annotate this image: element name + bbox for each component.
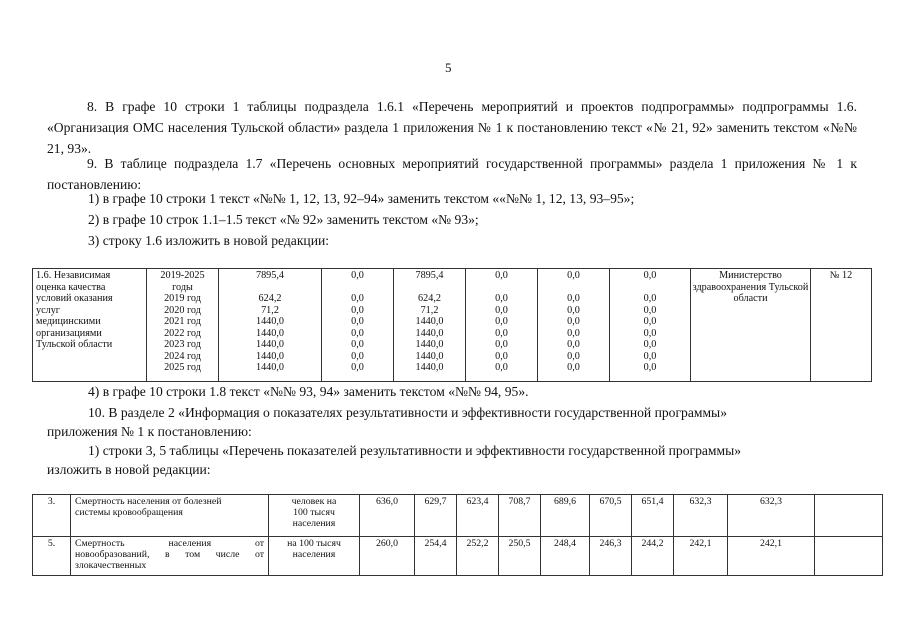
value-cell: 651,4 bbox=[632, 495, 674, 537]
cell-line: на 100 тысяч bbox=[287, 538, 341, 549]
tfoms-col bbox=[538, 269, 610, 382]
value-cell: 689,6 bbox=[541, 495, 590, 537]
cell-line: 0,0 bbox=[351, 339, 364, 350]
cell-line: годы bbox=[172, 281, 193, 293]
cell-line: 0,0 bbox=[643, 316, 657, 327]
cell-line: 0,0 bbox=[567, 339, 580, 350]
cell-line: системы кровообращения bbox=[75, 507, 183, 518]
cell-line: 2021 год bbox=[164, 316, 201, 327]
cell-line: 0,0 bbox=[495, 350, 508, 362]
cell-line: 0,0 bbox=[351, 327, 364, 339]
value-cell: 250,5 bbox=[499, 537, 541, 576]
cell-line: 1440,0 bbox=[415, 327, 444, 339]
item-10-1-line1: 1) строки 3, 5 таблицы «Перечень показателей результативности и эффективности государственной программы» bbox=[88, 443, 742, 458]
paragraph-10-line1: 10. В разделе 2 «Информация о показателях результативности и эффективности государственной программы» bbox=[88, 405, 727, 420]
cell-line: 0,0 bbox=[495, 270, 508, 281]
activity-name-cell bbox=[33, 269, 147, 382]
cell-line: 2023 год bbox=[164, 339, 201, 350]
cell-line: 0,0 bbox=[567, 316, 580, 327]
cell-line bbox=[466, 282, 537, 294]
cell-line: 0,0 bbox=[495, 339, 508, 350]
cell-line: 7895,4 bbox=[415, 270, 444, 281]
cell-line: услуг bbox=[36, 304, 60, 316]
value-cell: 246,3 bbox=[590, 537, 632, 576]
cell-line: Смертность населения от bbox=[75, 538, 264, 549]
cell-line: 2024 год bbox=[164, 350, 201, 362]
cell-line: 0,0 bbox=[643, 304, 657, 316]
value-cell: 244,2 bbox=[632, 537, 674, 576]
cell-line: 0,0 bbox=[643, 362, 657, 373]
cell-line: 0,0 bbox=[643, 270, 657, 281]
cell-line: 2020 год bbox=[164, 304, 201, 316]
federal-col bbox=[322, 269, 394, 382]
municipal-col bbox=[466, 269, 538, 382]
cell-line: населения bbox=[292, 518, 336, 529]
cell-line: 1440,0 bbox=[415, 350, 444, 362]
row-number: 5. bbox=[33, 537, 71, 576]
indicator-name bbox=[71, 537, 269, 576]
other-col bbox=[610, 269, 691, 382]
cell-line: 1440,0 bbox=[255, 316, 284, 327]
empty-cell bbox=[815, 495, 883, 537]
empty-cell bbox=[815, 537, 883, 576]
cell-line: 0,0 bbox=[495, 327, 508, 339]
cell-line: 0,0 bbox=[351, 293, 364, 304]
unit-cell bbox=[269, 537, 360, 576]
cell-line: 1440,0 bbox=[255, 339, 284, 350]
cell-line: медицинскими bbox=[36, 316, 101, 327]
cell-line: 0,0 bbox=[567, 327, 580, 339]
total-col bbox=[219, 269, 322, 382]
value-cell: 632,3 bbox=[674, 495, 728, 537]
indicators-table bbox=[32, 494, 883, 576]
cell-line: 624,2 bbox=[258, 293, 282, 304]
cell-line: 1440,0 bbox=[255, 327, 284, 339]
unit-cell bbox=[269, 495, 360, 537]
cell-line: 2019-2025 bbox=[160, 270, 205, 281]
value-cell: 260,0 bbox=[360, 537, 415, 576]
cell-line: условий оказания bbox=[36, 293, 113, 304]
cell-line: 2022 год bbox=[164, 327, 201, 339]
cell-line: 0,0 bbox=[351, 304, 364, 316]
cell-line: 71,2 bbox=[420, 304, 439, 316]
cell-line: 0,0 bbox=[643, 327, 657, 339]
cell-line bbox=[322, 282, 393, 294]
item-10-1-line2: изложить в новой редакции: bbox=[47, 462, 211, 477]
cell-line: 0,0 bbox=[351, 350, 364, 362]
cell-line: 0,0 bbox=[495, 304, 508, 316]
cell-line: 624,2 bbox=[418, 293, 441, 304]
value-cell: 252,2 bbox=[457, 537, 499, 576]
value-cell: 254,4 bbox=[415, 537, 457, 576]
paragraph-10-line2: приложения № 1 к постановлению: bbox=[47, 424, 252, 439]
value-cell: 629,7 bbox=[415, 495, 457, 537]
cell-line bbox=[610, 282, 690, 294]
cell-line: 7895,4 bbox=[255, 270, 284, 281]
cell-line: 1440,0 bbox=[415, 339, 444, 350]
cell-line: 1440,0 bbox=[255, 350, 284, 362]
value-cell: 708,7 bbox=[499, 495, 541, 537]
table-row bbox=[33, 269, 872, 382]
cell-line: 0,0 bbox=[351, 316, 364, 327]
cell-line bbox=[394, 282, 465, 294]
cell-line: 0,0 bbox=[567, 293, 580, 304]
cell-line: 0,0 bbox=[495, 316, 508, 327]
cell-line: 2019 год bbox=[164, 293, 201, 304]
paragraph-9: 9. В таблице подраздела 1.7 «Перечень основных мероприятий государственной программы» раздела 1 приложения № 1 к постановлению: bbox=[47, 156, 857, 192]
paragraph-8: 8. В графе 10 строки 1 таблицы подраздела 1.6.1 «Перечень мероприятий и проектов подпрограммы» подпрограммы 1.6. «Организация ОМС населения Тульской области» раздела 1 приложения № 1 к постановлению текст «№ 21, 92» заменить текстом «№№ 21, 93». bbox=[47, 99, 857, 156]
cell-line: 0,0 bbox=[567, 350, 580, 362]
cell-line: новообразований, в том числе от bbox=[75, 549, 264, 560]
value-cell: 636,0 bbox=[360, 495, 415, 537]
row-number: 3. bbox=[33, 495, 71, 537]
cell-line: 0,0 bbox=[567, 362, 580, 373]
executor-cell: Министерство здравоохранения Тульской области bbox=[691, 269, 811, 382]
table-row bbox=[33, 495, 883, 537]
cell-line: 100 тысяч bbox=[293, 507, 335, 518]
value-cell: 248,4 bbox=[541, 537, 590, 576]
cell-line: 0,0 bbox=[643, 350, 657, 362]
item-9-4: 4) в графе 10 строки 1.8 текст «№№ 93, 94» заменить текстом «№№ 94, 95». bbox=[88, 384, 529, 399]
cell-line: злокачественных bbox=[75, 560, 147, 571]
cell-line: 0,0 bbox=[643, 293, 657, 304]
cell-line: Тульской области bbox=[36, 339, 113, 350]
cell-line: 0,0 bbox=[351, 362, 364, 373]
indicator-name bbox=[71, 495, 269, 537]
value-cell: 242,1 bbox=[728, 537, 815, 576]
cell-line: населения bbox=[292, 549, 336, 560]
cell-line: 71,2 bbox=[261, 304, 279, 316]
item-9-1: 1) в графе 10 строки 1 текст «№№ 1, 12, 13, 92–94» заменить текстом ««№№ 1, 12, 13, 93–95»; bbox=[88, 191, 635, 206]
cell-line: 0,0 bbox=[351, 270, 364, 281]
cell-line: человек на bbox=[291, 496, 337, 507]
cell-line: 2025 год bbox=[164, 362, 201, 373]
cell-line: 1440,0 bbox=[415, 316, 444, 327]
cell-line: 0,0 bbox=[567, 270, 580, 281]
cell-line: Смертность населения от болезней bbox=[75, 496, 222, 507]
table-row bbox=[33, 537, 883, 576]
cell-line: 0,0 bbox=[495, 293, 508, 304]
table-1-6 bbox=[32, 268, 872, 382]
page-number: 5 bbox=[445, 60, 452, 75]
ref-cell: № 12 bbox=[811, 269, 872, 382]
value-cell: 632,3 bbox=[728, 495, 815, 537]
years-cell bbox=[147, 269, 219, 382]
value-cell: 242,1 bbox=[674, 537, 728, 576]
value-cell: 623,4 bbox=[457, 495, 499, 537]
cell-line: организациями bbox=[36, 327, 102, 339]
item-9-3: 3) строку 1.6 изложить в новой редакции: bbox=[88, 233, 330, 248]
cell-line: оценка качества bbox=[36, 281, 106, 293]
cell-line: 1.6. Независимая bbox=[36, 270, 111, 281]
cell-line bbox=[219, 282, 321, 294]
cell-line: 1440,0 bbox=[255, 362, 284, 373]
regional-col bbox=[394, 269, 466, 382]
cell-line: 1440,0 bbox=[415, 362, 444, 373]
value-cell: 670,5 bbox=[590, 495, 632, 537]
cell-line bbox=[538, 282, 609, 294]
cell-line: 0,0 bbox=[495, 362, 508, 373]
cell-line: 0,0 bbox=[643, 339, 657, 350]
item-9-2: 2) в графе 10 строк 1.1–1.5 текст «№ 92» заменить текстом «№ 93»; bbox=[88, 212, 479, 227]
cell-line: 0,0 bbox=[567, 304, 580, 316]
